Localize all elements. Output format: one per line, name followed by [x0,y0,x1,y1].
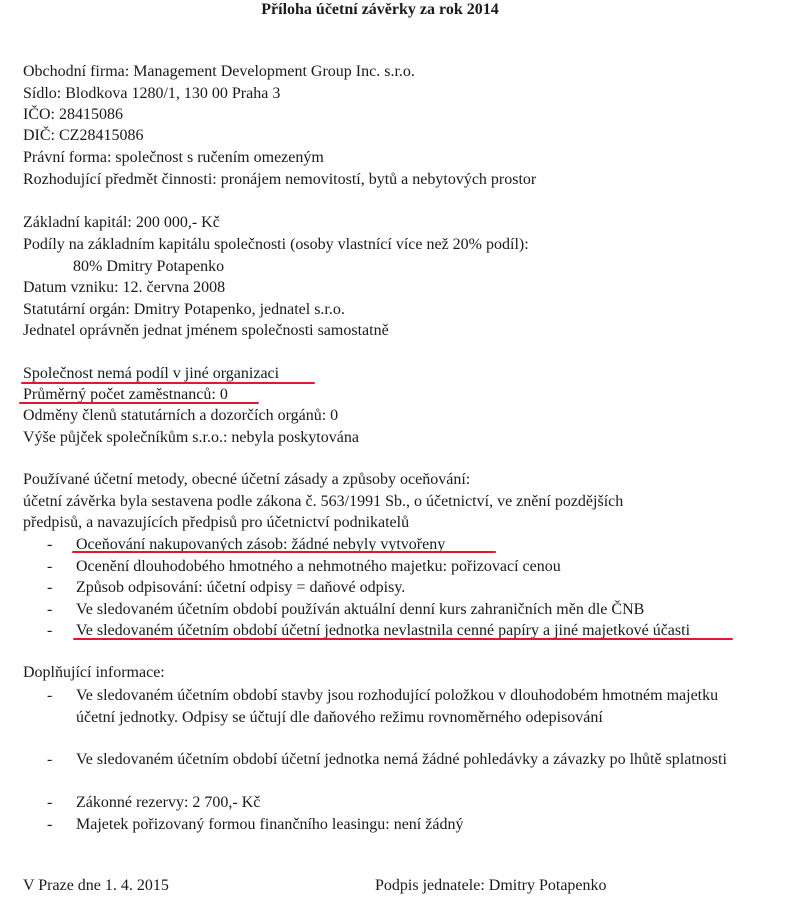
company-name-line: Obchodní firma: Management Development Group Inc. s.r.o. [23,63,415,80]
company-dic-line: DIČ: CZ28415086 [23,127,144,144]
supplementary-item-text: Zákonné rezervy: 2 700,- Kč [76,794,261,811]
company-activity-line: Rozhodující předmět činnosti: pronájem nemovitostí, bytů a nebytových prostor [23,171,537,188]
basic-capital-line: Základní kapitál: 200 000,- Kč [23,214,220,231]
supplementary-heading: Doplňující informace: [23,664,165,681]
list-dash: - [47,751,53,768]
list-dash: - [47,622,53,639]
red-underline-securities [73,638,733,640]
red-underline-no-share [21,382,315,384]
methods-item-text: Ve sledovaném účetním období účetní jednotka nevlastnila cenné papíry a jiné majetkové účasti [76,622,691,639]
list-dash: - [47,816,53,833]
methods-heading: Používané účetní metody, obecné účetní zásady a způsoby oceňování: [23,471,471,488]
methods-item-text: Ocenění dlouhodobého hmotného a nehmotného majetku: pořizovací cenou [76,558,561,575]
no-share-line: Společnost nemá podíl v jiné organizaci [23,365,280,382]
methods-item-text: Oceňování nakupovaných zásob: žádné nebyly vytvořeny [76,536,446,553]
list-dash: - [47,601,53,618]
list-dash: - [47,536,53,553]
list-dash: - [47,579,53,596]
list-dash: - [47,558,53,575]
authority-line: Jednatel oprávněn jednat jménem společnosti samostatně [23,322,389,339]
founded-line: Datum vzniku: 12. června 2008 [23,279,226,296]
employees-line: Průměrný počet zaměstnanců: 0 [23,386,228,403]
company-seat-line: Sídlo: Blodkova 1280/1, 130 00 Praha 3 [23,85,281,102]
share-holder-line: 80% Dmitry Potapenko [73,258,225,275]
red-underline-inventory [72,551,496,553]
supplementary-item-text: Ve sledovaném účetním období stavby jsou rozhodující položkou v dlouhodobém hmotném majetku účetní jednotky. Odpisy se účtují dle daňového režimu rovnoměrného odepisování [76,687,719,726]
company-ico-line: IČO: 28415086 [23,106,123,123]
red-underline-employees [19,402,259,404]
methods-item-text: Ve sledovaném účetním období používán aktuální denní kurs zahraničních měn dle ČNB [76,601,645,618]
list-dash: - [47,687,53,704]
methods-intro-line-1: účetní závěrka byla sestavena podle zákona č. 563/1991 Sb., o účetnictví, ve znění pozdějších [23,493,624,510]
shares-heading: Podíly na základním kapitálu společnosti (osoby vlastnící více než 20% podíl): [23,236,529,253]
remuneration-line: Odměny členů statutárních a dozorčích orgánů: 0 [23,407,339,424]
company-legal-form-line: Právní forma: společnost s ručením omezeným [23,149,324,166]
supplementary-item-text: Majetek pořizovaný formou finančního leasingu: není žádný [76,816,464,833]
list-dash: - [47,794,53,811]
statutory-line: Statutární orgán: Dmitry Potapenko, jednatel s.r.o. [23,301,345,318]
supplementary-item-text: Ve sledovaném účetním období účetní jednotka nemá žádné pohledávky a závazky po lhůtě splatnosti [76,751,727,768]
place-date: V Praze dne 1. 4. 2015 [23,877,169,894]
methods-item-text: Způsob odpisování: účetní odpisy = daňové odpisy. [76,579,406,596]
methods-intro-line-2: předpisů, a navazujících předpisů pro účetnictví podnikatelů [23,514,410,531]
loans-line: Výše půjček společníkům s.r.o.: nebyla poskytována [23,429,359,446]
document-title: Příloha účetní závěrky za rok 2014 [261,1,499,18]
signature-line: Podpis jednatele: Dmitry Potapenko [375,877,607,894]
